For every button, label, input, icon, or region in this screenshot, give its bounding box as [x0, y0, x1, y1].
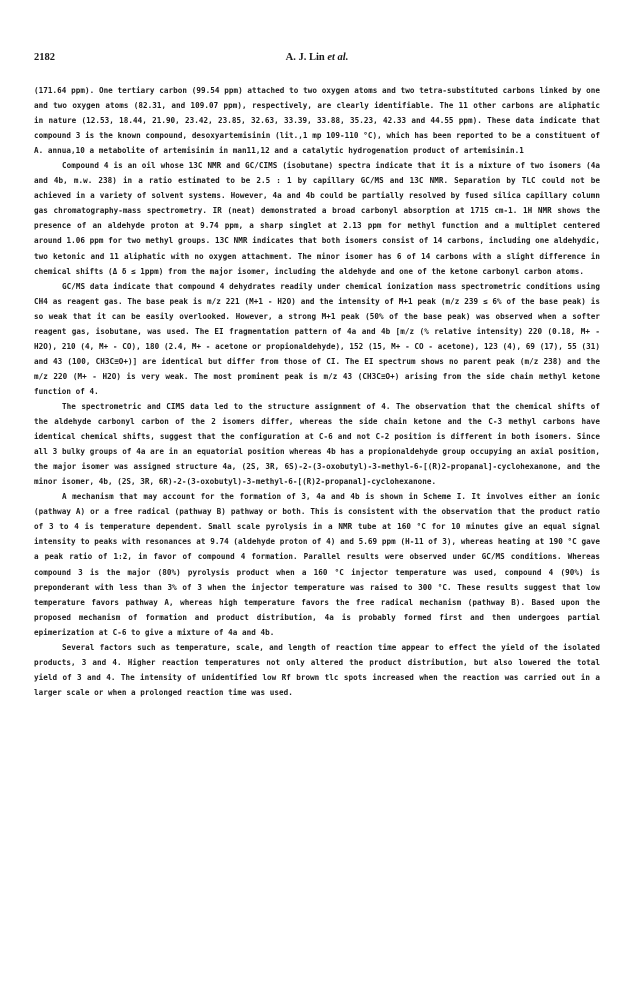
paragraph-2: Compound 4 is an oil whose 13C NMR and GC/CIMS (isobutane) spectra indicate that it is a mixture of two isomers (4a and 4b, m.w. 238) in a ratio estimated to be 2.5 : 1 by capillary GC/MS and 13C NMR. Separation by TLC could not be achieved in a variety of solvent systems. However, 4a and 4b could be partially resolved by fused silica capillary column gas chromatography-mass spectrometry. IR (neat) demonstrated a broad carbonyl absorption at 1715 cm-1. 1H NMR shows the presence of an aldehyde proton at 9.74 ppm, a sharp singlet at 2.13 ppm for methyl function and a multiplet centered around 1.06 ppm for two methyl groups. 13C NMR indicates that both isomers consist of 14 carbons, including one aldehydic, two ketonic and 11 aliphatic with no oxygen attachment. The minor isomer has 6 of 14 carbons with a slight difference in chemical shifts (Δ δ ≤ 1ppm) from the major isomer, including the aldehyde and one of the ketone carbonyl carbon atoms.: [34, 161, 600, 276]
journal-page: [34, 52, 600, 700]
paragraph-4: The spectrometric and CIMS data led to the structure assignment of 4. The observation that the chemical shifts of the aldehyde carbonyl carbon of the 2 isomers differ, whereas the side chain ketone and the C-3 methyl carbons have identical chemical shifts, suggest that the configuration at C-6 and not C-2 position is different in both isomers. Since all 3 bulky groups of 4a are in an equatorial position whereas 4b has a propionaldehyde group occupying an axial position, the major isomer was assigned structure 4a, (2S, 3R, 6S)-2-(3-oxobutyl)-3-methyl-6-[(R)2-propanal]-cyclohexanone, and the minor isomer, 4b, (2S, 3R, 6R)-2-(3-oxobutyl)-3-methyl-6-[(R)2-propanal]-cyclohexanone.: [34, 401, 600, 487]
page-number: 2182: [34, 52, 55, 63]
page-header: [34, 52, 600, 63]
paragraph-1: (171.64 ppm). One tertiary carbon (99.54 ppm) attached to two oxygen atoms and two tetra-substituted carbons linked by one and two oxygen atoms (82.31, and 109.07 ppm), respectively, are clearly identifiable. The 11 other carbons are aliphatic in nature (12.53, 18.44, 21.90, 23.42, 23.85, 32.63, 33.39, 33.88, 35.23, 42.33 and 44.55 ppm). These data indicate that compound 3 is the known compound, desoxyartemisinin (lit.,1 mp 109-110 °C), which has been reported to be a constituent of A. annua,10 a metabolite of artemisinin in man11,12 and a catalytic hydrogenation product of artemisinin.1: [34, 86, 600, 156]
paragraph-5: A mechanism that may account for the formation of 3, 4a and 4b is shown in Scheme I. It involves either an ionic (pathway A) or a free radical (pathway B) pathway or both. This is consistent with the observation that the product ratio of 3 to 4 is temperature dependent. Small scale pyrolysis in a NMR tube at 160 °C for 10 minutes give an equal signal intensity to peaks with resonances at 9.74 (aldehyde proton of 4) and 5.69 ppm (H-11 of 3), whereas heating at 190 °C gave a peak ratio of 1:2, in favor of compound 4 formation. Parallel results were observed under GC/MS conditions. Whereas compound 3 is the major (80%) pyrolysis product when a 160 °C injector temperature was used, compound 4 (90%) is preponderant with less than 3% of 3 when the injector temperature was raised to 300 °C. These results suggest that low temperature favors pathway A, whereas high temperature favors the free radical mechanism (pathway B). Based upon the proposed mechanism of formation and product distribution, 4a is probably formed first and then undergoes partial epimerization at C-6 to give a mixture of 4a and 4b.: [34, 492, 600, 637]
paragraph-3: GC/MS data indicate that compound 4 dehydrates readily under chemical ionization mass spectrometric conditions using CH4 as reagent gas. The base peak is m/z 221 (M+1 - H2O) and the intensity of M+1 peak (m/z 239 ≤ 6% of the base peak) is so weak that it can be easily overlooked. However, a strong M+1 peak (50% of the base peak) was observed when a softer reagent gas, isobutane, was used. The EI fragmentation pattern of 4a and 4b [m/z (% relative intensity) 220 (0.18, M+ - H2O), 210 (4, M+ - CO), 180 (2.4, M+ - acetone or propionaldehyde), 152 (15, M+ - CO - acetone), 123 (4), 69 (17), 55 (31) and 43 (100, CH3C≡O+)] are identical but differ from those of CI. The EI spectrum shows no parent peak (m/z 238) and the m/z 220 (M+ - H2O) is very weak. The most prominent peak is m/z 43 (CH3C≡O+) arising from the side chain methyl ketone function of 4.: [34, 281, 600, 396]
paragraph-6: Several factors such as temperature, scale, and length of reaction time appear to effect the yield of the isolated products, 3 and 4. Higher reaction temperatures not only altered the product distribution, but also lowered the total yield of 3 and 4. The intensity of unidentified low Rf brown tlc spots increased when the reaction was carried out in a larger scale or when a prolonged reaction time was used.: [34, 642, 600, 697]
article-body: [34, 83, 600, 700]
running-author: A. J. Lin et al.: [285, 52, 349, 63]
